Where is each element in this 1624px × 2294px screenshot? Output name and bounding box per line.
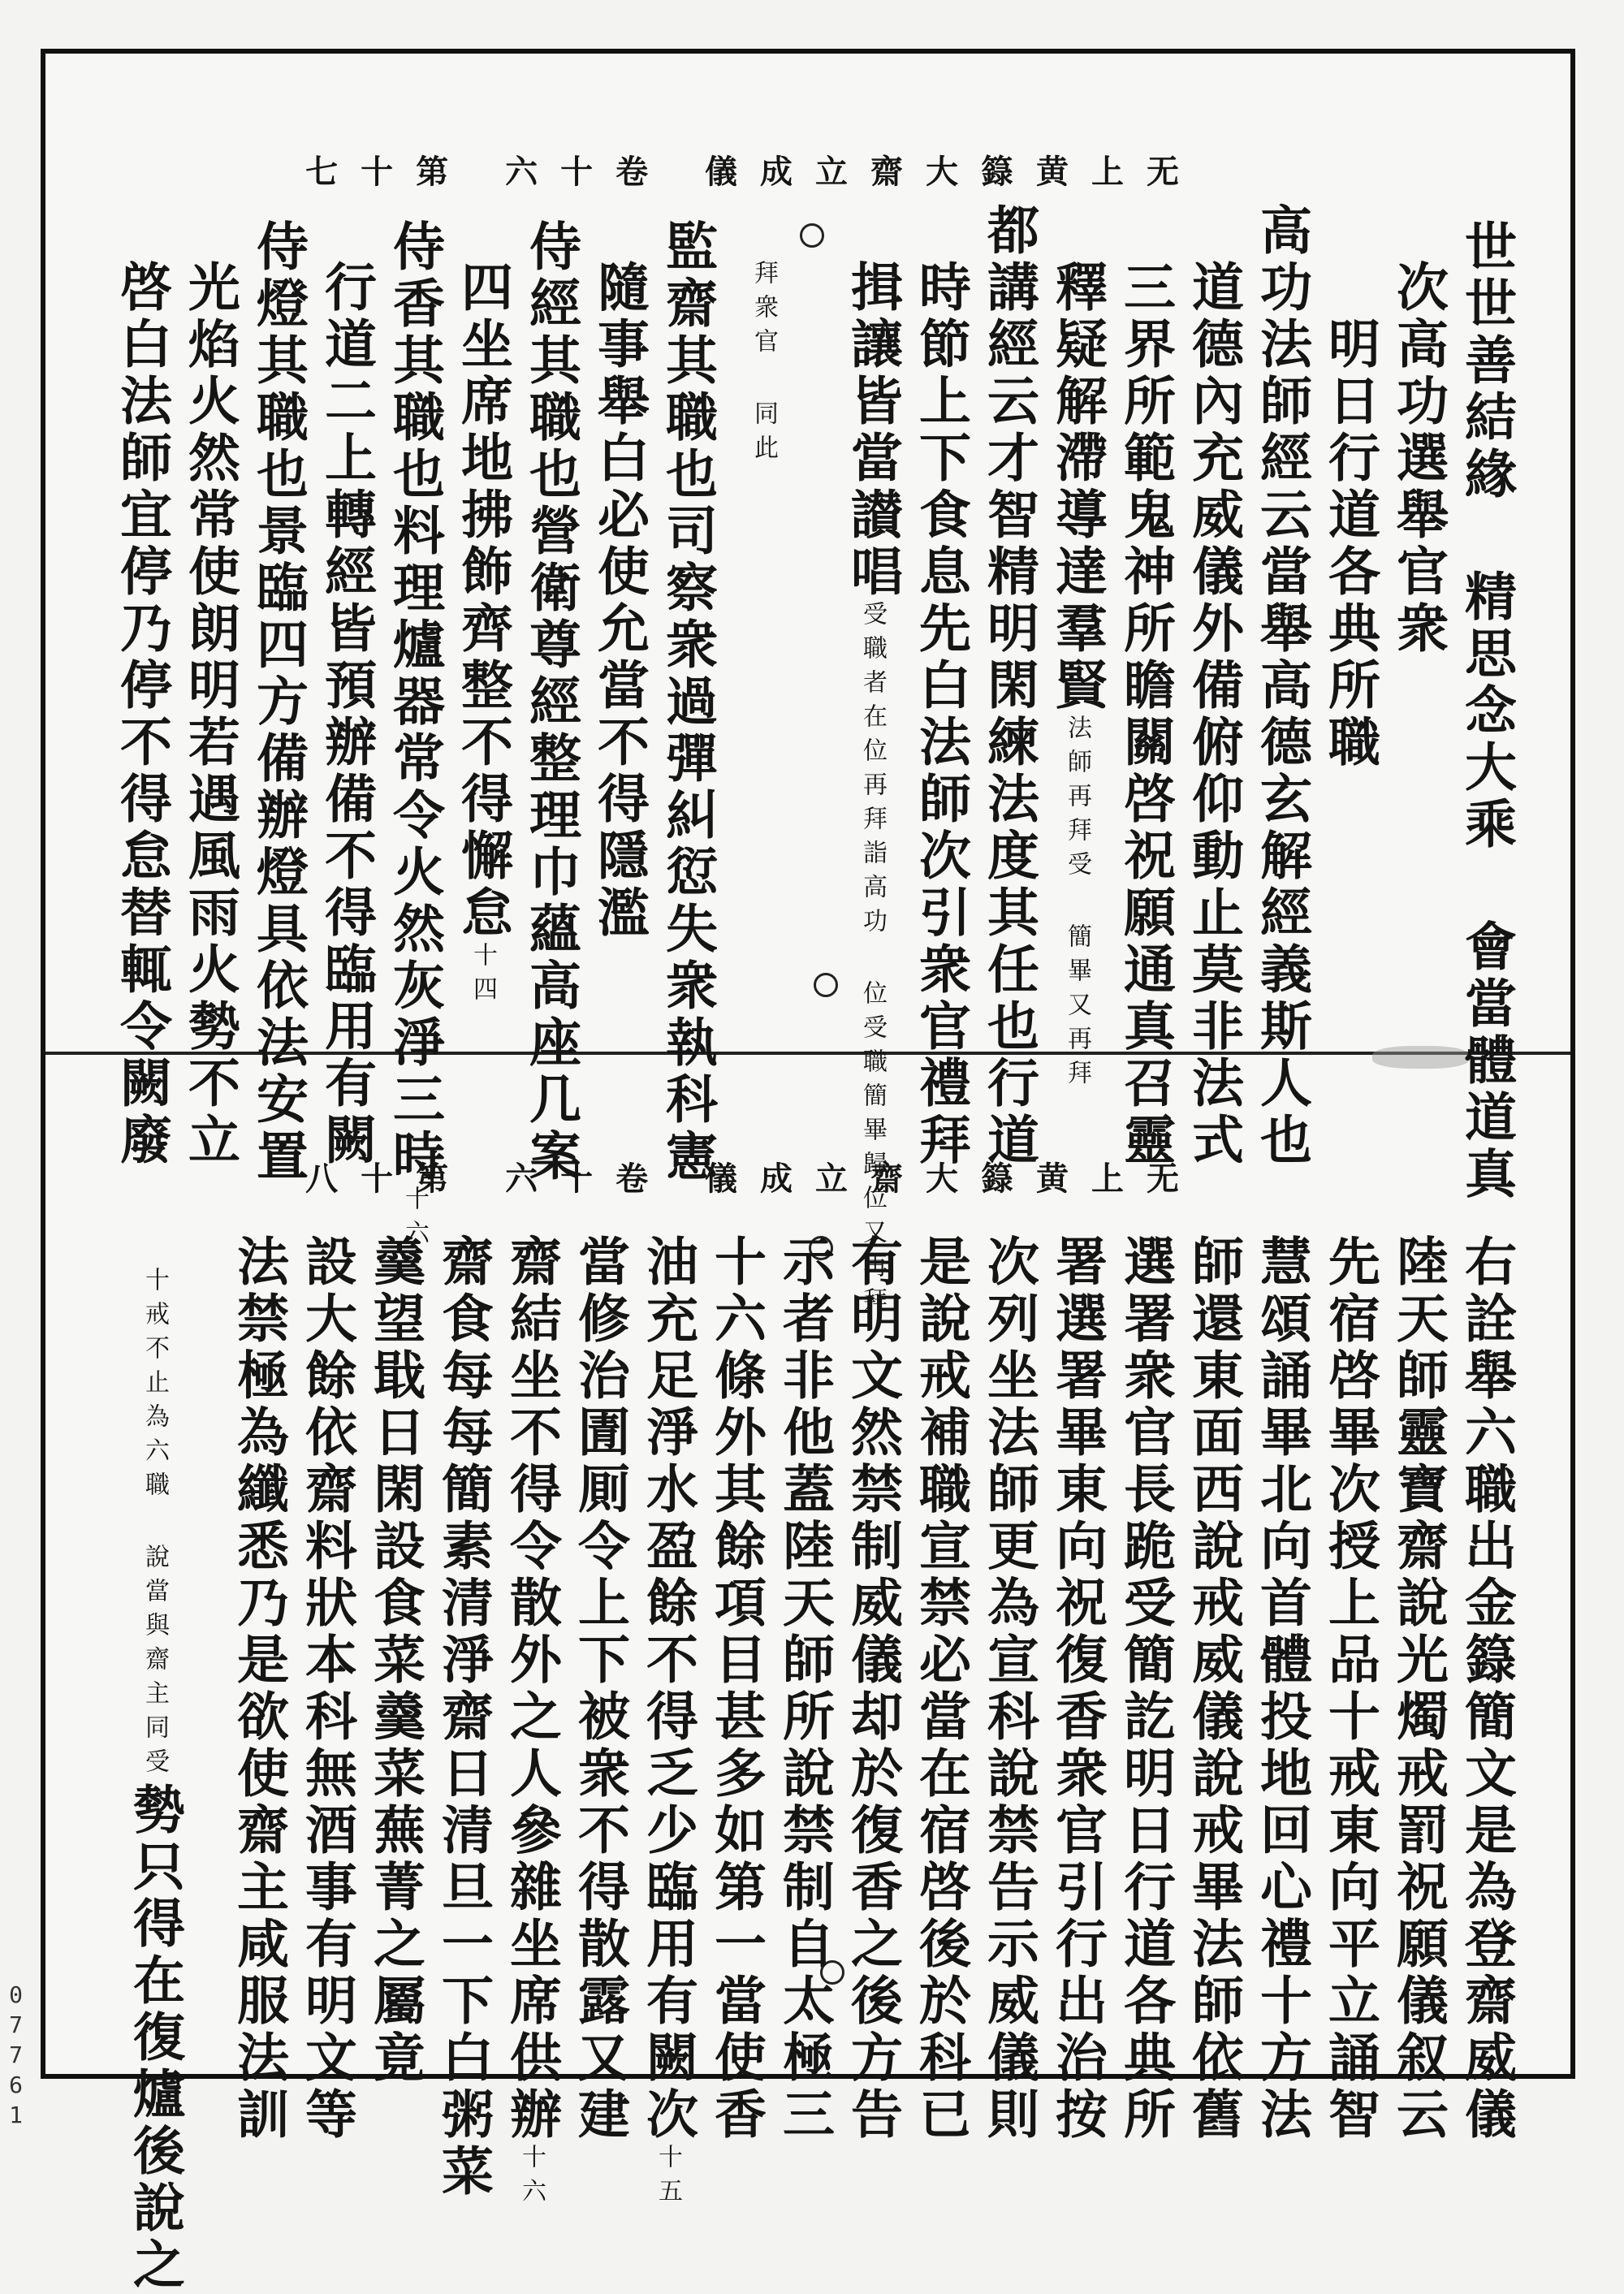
bottom-column: 慧頌誦畢北向首體投地回心禮十方法 — [1251, 1234, 1312, 2144]
bottom-column: 署選署畢東向祝復香衆官引行出治按 — [1047, 1234, 1108, 2144]
top-column: 世世善結緣 精思念大乘 會當體道真 — [1456, 219, 1517, 1203]
interlinear-note: 法師再拜受 簡畢又再拜 — [1063, 715, 1091, 1094]
top-column: 監齋其職也司察衆過彈糾愆失衆執科憲 — [657, 219, 718, 1186]
bottom-column: 有明文然禁制威儀却於復香之後方告 — [842, 1234, 903, 2144]
bottom-column: 右詮舉六職出金籙簡文是為登齋威儀 — [1456, 1234, 1517, 2144]
bottom-column: 選署衆官長跪受簡訖明日行道各典所 — [1115, 1234, 1176, 2144]
top-column: 釋疑解滯導達羣賢法師再拜受 簡畢又再拜 — [1047, 260, 1108, 1094]
top-column: 次高功選舉官衆 — [1388, 260, 1449, 658]
top-column: 高功法師經云當舉高德玄解經義斯人也 — [1251, 203, 1312, 1169]
top-column: 四坐席地拂飾齊整不得懈怠十四 — [452, 260, 513, 1010]
interlinear-note: 十四 — [469, 942, 497, 1010]
bottom-column: 油充足淨水盈餘不得乏少臨用有闕次十五 — [637, 1234, 698, 2212]
bottom-column: 法禁極為纖悉乃是欲使齋主咸服法訓 — [228, 1234, 289, 2144]
bottom-column: 當修治圊厠令上下被衆不得散露又建 — [569, 1234, 630, 2144]
circle-mark — [814, 973, 838, 997]
bottom-column: 陸天師靈寶齋說光燭戒罰祝願儀叙云 — [1388, 1234, 1449, 2144]
top-column: 隨事舉白必使允當不得隱濫 — [589, 260, 650, 942]
bottom-page-header: 无上黄籙大齋立成儀 卷十六 第十八 — [305, 1160, 1202, 1198]
top-column: 侍燈其職也景臨四方備辦燈具依法安置 — [248, 219, 309, 1186]
interlinear-note: 十五 — [654, 2144, 682, 2212]
margin-page-number: 07761 — [2, 1981, 29, 2132]
top-page-header: 无上黄籙大齋立成儀 卷十六 第十七 — [305, 153, 1202, 191]
top-column: 光焰火然常使朗明若遇風雨火勢不立 — [179, 260, 240, 1169]
bottom-column: 次列坐法師更為宣科說禁告示威儀則 — [978, 1234, 1039, 2144]
interlinear-note: 十戒不止為六職 說當與齋主同受 — [140, 1267, 169, 1782]
interlinear-note: 拜衆官 同此 — [749, 260, 778, 469]
top-column — [731, 260, 796, 469]
top-column: 啓白法師宜停乃停不得怠替輒令闕廢 — [111, 260, 172, 1169]
bottom-column: 齋食每每簡素清淨齋日清旦一下白粥菜 — [433, 1234, 494, 2201]
top-column: 明日行道各典所職 — [1320, 317, 1380, 771]
interlinear-note: 受職者在位再拜詣高功 位受職簡畢歸位又再拜 — [858, 601, 887, 1321]
bottom-column: 是說戒補職宣禁必當在宿啓後於科已 — [910, 1234, 971, 2144]
top-column: 揖讓皆當讃唱受職者在位再拜詣高功 位受職簡畢歸位又再拜 — [842, 260, 903, 1321]
interlinear-note: 十六 — [400, 1186, 429, 1254]
top-column: 都講經云才智精明閑練法度其任也行道 — [978, 203, 1039, 1169]
bottom-column: 十六條外其餘項目甚多如第一當使香 — [706, 1234, 767, 2144]
top-column: 三界所範鬼神所瞻關啓祝願通真召靈 — [1115, 260, 1176, 1169]
top-column: 侍經其職也營衛尊經整理巾蘊高座几案 — [520, 219, 581, 1186]
bottom-column: 先宿啓畢次授上品十戒東向平立誦智 — [1320, 1234, 1380, 2144]
bottom-column: 示者非他蓋陸天師所說禁制自太極三 — [774, 1234, 835, 2144]
bottom-column: 齋結坐不得令散外之人參雜坐席供辦十六 — [501, 1234, 562, 2212]
top-column: 侍香其職也料理爐器常令火然灰淨三時十六 — [384, 219, 445, 1254]
top-column: 時節上下食息先白法師次引衆官禮拜 — [910, 260, 971, 1169]
bottom-column: 羹望戢日閑設食菜羹菜蕪菁之屬竟 — [365, 1234, 425, 2087]
bottom-column: 十戒不止為六職 說當與齋主同受勢只得在復爐後說之 — [124, 1267, 185, 2294]
top-column: 行道二上轉經皆預辦備不得臨用有闕 — [316, 260, 377, 1169]
bottom-column: 師還東面西說戒威儀說戒畢法師依舊 — [1183, 1234, 1244, 2144]
top-column: 道德內充威儀外備俯仰動止莫非法式 — [1183, 260, 1244, 1169]
interlinear-note: 十六 — [517, 2144, 546, 2212]
circle-mark — [800, 223, 824, 248]
bottom-column: 設大餘依齋料狀本科無酒事有明文等 — [296, 1234, 357, 2144]
